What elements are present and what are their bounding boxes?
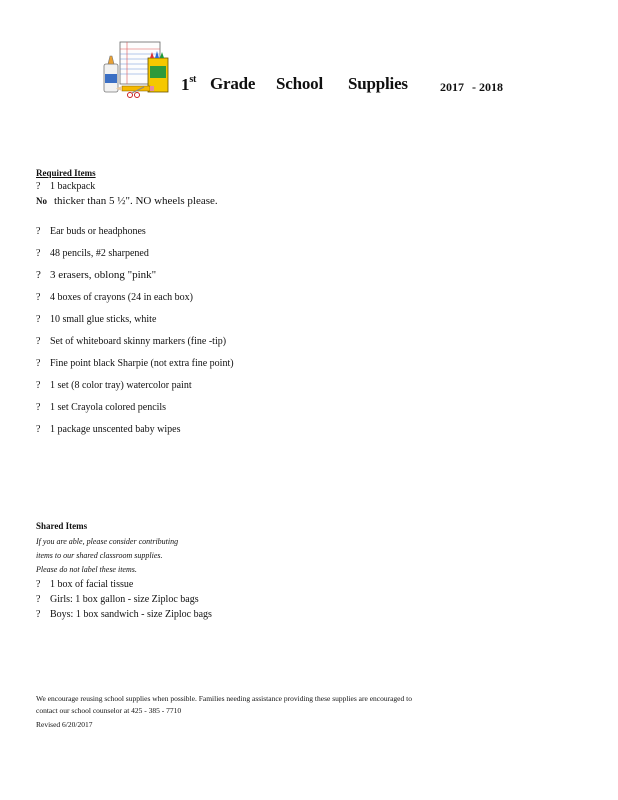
list-item: No thicker than 5 ½". NO wheels please. — [36, 195, 218, 207]
footer-line1: We encourage reusing school supplies when possible. Families needing assistance providing these supplies are encouraged to — [36, 694, 412, 703]
revised-date: Revised 6/20/2017 — [36, 720, 93, 729]
list-item: ? 1 set Crayola colored pencils — [36, 402, 167, 413]
title-word-supplies: Supplies — [348, 74, 408, 93]
title-grade — [181, 74, 196, 95]
year-start: 2017 — [440, 80, 464, 94]
year-end: - 2018 — [472, 80, 503, 94]
list-item: ? 1 backpack — [36, 181, 96, 192]
shared-heading: Shared Items — [36, 521, 88, 531]
list-item: ? Girls: 1 box gallon - size Ziploc bags — [36, 594, 199, 605]
title-word-school: School — [276, 74, 323, 93]
list-item: ? Fine point black Sharpie (not extra fine point) — [36, 358, 234, 369]
list-item: ? 4 boxes of crayons (24 in each box) — [36, 292, 194, 303]
list-item: ? 1 package unscented baby wipes — [36, 424, 181, 435]
list-item: ? Boys: 1 box sandwich - size Ziploc bags — [36, 609, 212, 620]
title-number: 1 — [181, 75, 190, 94]
list-item: ? 1 set (8 color tray) watercolor paint — [36, 380, 192, 391]
required-heading: Required Items — [36, 168, 96, 178]
list-item: ? Set of whiteboard skinny markers (fine -tip) — [36, 336, 227, 347]
shared-note-line3: Please do not label these items. — [36, 565, 137, 574]
shared-note-line2: items to our shared classroom supplies. — [36, 551, 163, 560]
list-item: ? 10 small glue sticks, white — [36, 314, 157, 325]
footer-line2: contact our school counselor at 425 - 385 - 7710 — [36, 706, 182, 715]
shared-note-line1: If you are able, please consider contributing — [36, 537, 179, 546]
list-item: ? 1 box of facial tissue — [36, 579, 134, 590]
list-item: ? 48 pencils, #2 sharpened — [36, 248, 149, 259]
school-supplies-clipart-icon — [100, 40, 172, 98]
title-suffix: st — [189, 74, 197, 85]
list-item: ? Ear buds or headphones — [36, 226, 146, 237]
title-word-grade: Grade — [210, 74, 256, 93]
list-item: ? 3 erasers, oblong "pink" — [36, 269, 157, 281]
